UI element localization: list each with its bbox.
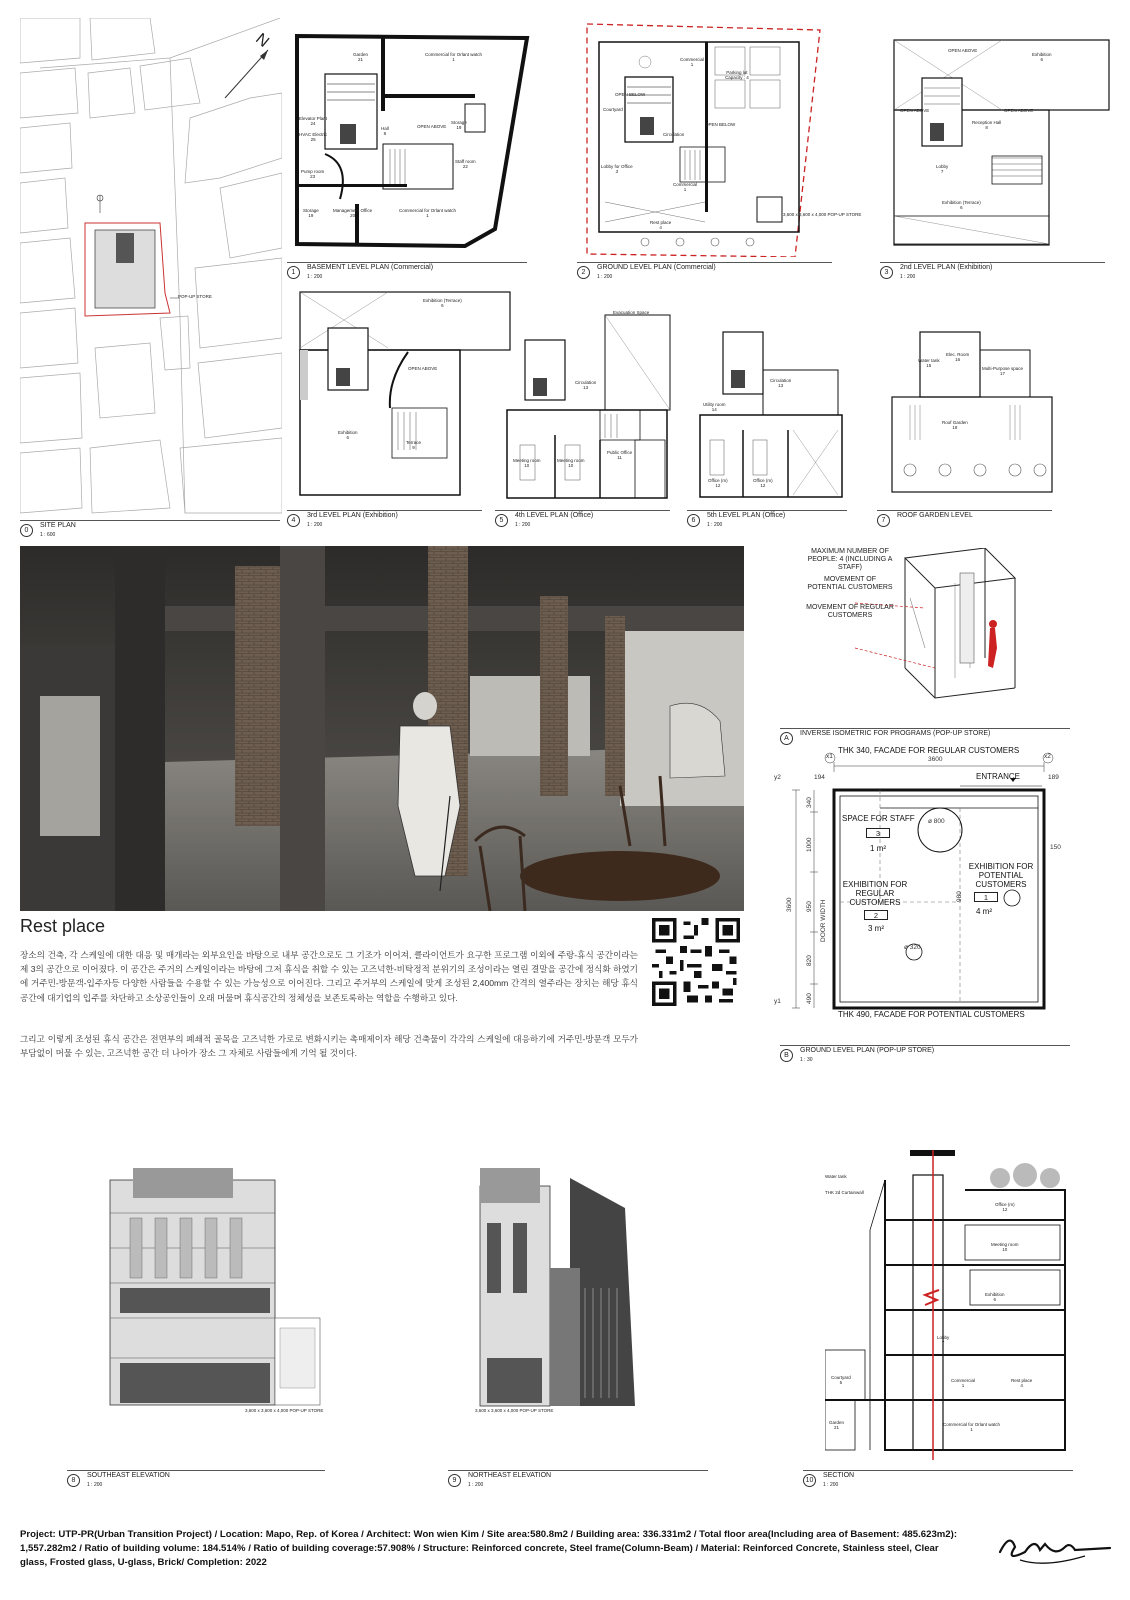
room-label: Commercial for Orlant watch 1 (399, 208, 457, 218)
caption-scale: 1 : 200 (823, 1482, 839, 1488)
section-label: Office (m) 12 (995, 1202, 1015, 1212)
room-label: Storage 19 (451, 120, 467, 130)
dim-820: 820 (806, 955, 813, 966)
room-label: Public Office 11 (607, 450, 633, 460)
caption-title: ROOF GARDEN LEVEL (897, 512, 973, 519)
section-label: Courtyard 5 (831, 1375, 851, 1385)
grid-y1: y1 (774, 998, 781, 1005)
caption-title: 5th LEVEL PLAN (Office) (707, 512, 786, 519)
popup-plan (774, 746, 1080, 1042)
entrance-label: ENTRANCE (976, 772, 1021, 781)
space-staff-name: SPACE FOR STAFF (842, 814, 915, 823)
section-caption (803, 1470, 1073, 1492)
southeast-elevation (95, 1168, 335, 1413)
caption-scale: 1 : 200 (597, 274, 613, 280)
caption-number: 1 (287, 266, 300, 279)
height-dimension: 3600 (786, 897, 793, 912)
space-potential-num: 1 (974, 892, 998, 902)
room-label: Meeting room 10 (513, 458, 541, 468)
qr-code-graphic (652, 918, 740, 1006)
circle-large-dim: ø 800 (928, 818, 945, 825)
caption-number: 7 (877, 514, 890, 527)
northeast-elevation-caption (448, 1470, 708, 1492)
qr-code[interactable] (652, 918, 740, 1006)
room-label: OPEN BELOW (615, 92, 646, 97)
room-label: Elec. Room 16 (946, 352, 970, 362)
bottom-facade-note: THK 490, FACADE FOR POTENTIAL CUSTOMERS (838, 1010, 1025, 1019)
room-label: Rest place 4 (650, 220, 672, 230)
caption-title: BASEMENT LEVEL PLAN (Commercial) (307, 264, 434, 271)
dim-1000: 1000 (806, 837, 813, 852)
room-label: OPEN ABOVE (408, 366, 438, 371)
max-people-label: MAXIMUM NUMBER OF PEOPLE: 4 (INCLUDING A STAFF) (807, 548, 893, 571)
dim-150: 150 (1050, 844, 1061, 851)
space-regular-num: 2 (864, 910, 888, 920)
caption-scale: 1 : 200 (87, 1482, 103, 1488)
dim-950: 950 (806, 901, 813, 912)
room-label: Roof Garden 18 (942, 420, 968, 430)
room-label: Garden 21 (353, 52, 369, 62)
level5-plan-caption (687, 510, 847, 532)
level4-plan-caption (495, 510, 670, 532)
caption-number: 4 (287, 514, 300, 527)
width-dimension: 3600 (928, 756, 943, 763)
room-label: Reception Hall 8 (972, 120, 1002, 130)
caption-number: 9 (448, 1474, 461, 1487)
room-label: HVAC Electric 25 (299, 132, 328, 142)
caption-number: 10 (803, 1474, 816, 1487)
elevation-popup-tag: 3,600 x 3,600 x 4,000 POP-UP STORE (245, 1408, 324, 1413)
description-paragraph-1: 장소의 건축, 각 스케일에 대한 대응 및 매개라는 외부요인을 바탕으로 내부 공간으로도 그 기조가 이어져, 클라이언트가 요구한 프로그램 이외에 주랑-휴식 공간이라는 제 3의 공간으로 이어졌다. 이 공간은 주거의 스케일이라는 바탕에 그저 휴식을 취할 수 있는 고즈넉한-비탁정적 분위기의 조성이라는 열린 결말을 공간에 정식화 하였기에 거주민-방문객-입주자등 다양한 사람들을 수용할 수 있는 가능성으로 이어진다. 그리고 주거부의 스케일에 맞게 조성된 2,400mm 간격의 열주라는 장치는 해당 휴식공간에 대기업의 입주를 차단하고 소상공인들이 오래 머물며 휴식공간의 정체성을 보존토록하는 역할을 수행하고 있다. (20, 950, 638, 1003)
dim-340: 340 (806, 797, 813, 808)
caption-scale: 1 : 600 (40, 532, 56, 538)
rest-place-rendering (20, 546, 744, 911)
room-label: Courtyard (603, 107, 623, 112)
door-width-label: DOOR WIDTH (820, 899, 827, 942)
room-label: Hall 8 (381, 126, 389, 136)
space-potential-area: 4 m² (976, 907, 992, 916)
caption-title: GROUND LEVEL PLAN (Commercial) (597, 264, 716, 271)
room-label: Management Office 20 (333, 208, 373, 218)
top-facade-note: THK 340, FACADE FOR REGULAR CUSTOMERS (838, 746, 1020, 755)
room-label: Lobby 7 (936, 164, 949, 174)
room-label: Exhibition 6 (338, 430, 358, 440)
dim-980: 980 (956, 891, 963, 902)
room-label: Circulation 13 (575, 380, 597, 390)
ground-plan-caption (577, 262, 832, 284)
level5-plan (698, 330, 848, 500)
room-label: Utility room 14 (703, 402, 726, 412)
grid-x2: x2 (1044, 753, 1051, 760)
roof-plan (890, 330, 1055, 500)
level2-plan (892, 38, 1112, 248)
caption-scale: 1 : 200 (707, 522, 723, 528)
room-label: Exhibition 6 (1032, 52, 1052, 62)
section-label: Meeting room 10 (991, 1242, 1019, 1252)
project-info-footer: Project: UTP-PR(Urban Transition Project) / Location: Mapo, Rep. of Korea / Architect: Won wien Kim / Site area:580.8m2 / Building area: 336.331m2 / Total floor area(Including area of Basement: 485.623m2): 1,557.282m2 / Ratio of building volume: 184.514% / Ratio of building coverage:57.908% / Structure: Reinforced concrete, Steel frame(Column-Beam) / Material: Reinforced Concrete, Stainless steel, Clear glass, Frosted glass, U-glass, Brick/ Completion: 2022 (20, 1529, 958, 1568)
potential-customers-label: MOVEMENT OF POTENTIAL CUSTOMERS (807, 576, 893, 591)
popup-isometric (785, 548, 1055, 718)
caption-scale: 1 : 200 (468, 1482, 484, 1488)
basement-plan (295, 34, 530, 249)
room-label: Elevator Plant 24 (299, 116, 328, 126)
dim-490: 490 (806, 993, 813, 1004)
caption-title: GROUND LEVEL PLAN (POP-UP STORE) (800, 1047, 935, 1054)
caption-number: 6 (687, 514, 700, 527)
section-label: THK 2d Curtainwall (825, 1190, 864, 1195)
room-label: Office (m) 12 (708, 478, 728, 488)
caption-title: 2nd LEVEL PLAN (Exhibition) (900, 264, 993, 271)
space-regular-name: EXHIBITION FOR REGULAR CUSTOMERS (842, 880, 908, 907)
caption-title: SOUTHEAST ELEVATION (87, 1472, 170, 1479)
caption-number: B (780, 1049, 793, 1062)
space-potential-name: EXHIBITION FOR POTENTIAL CUSTOMERS (968, 862, 1034, 889)
section-label: Rest place 4 (1011, 1378, 1033, 1388)
section-label: Lobby 7 (937, 1335, 950, 1345)
room-label: Exhibition (Terrace) 6 (942, 200, 981, 210)
caption-number: 5 (495, 514, 508, 527)
caption-number: 8 (67, 1474, 80, 1487)
level2-plan-caption (880, 262, 1105, 284)
caption-title: SITE PLAN (40, 522, 76, 529)
caption-title: NORTHEAST ELEVATION (468, 1472, 552, 1479)
circle-small-dim: ø 320 (904, 944, 921, 951)
room-label: OPEN ABOVE (1004, 108, 1034, 113)
caption-title: 3rd LEVEL PLAN (Exhibition) (307, 512, 398, 519)
caption-number: 3 (880, 266, 893, 279)
dim-right-top: 189 (1048, 774, 1059, 781)
caption-title: INVERSE ISOMETRIC FOR PROGRAMS (POP-UP STORE) (800, 730, 991, 737)
north-label: N (252, 30, 272, 51)
room-label: OPEN BELOW (705, 122, 736, 127)
grid-y2: y2 (774, 774, 781, 781)
section-label: Commercial for Orlant watch 1 (943, 1422, 1001, 1432)
room-label: Parking lot Capacity : 4 (725, 70, 749, 80)
description-paragraph-2: 그리고 이렇게 조성된 휴식 공간은 전면부의 폐쇄적 골목을 고즈넉한 가로로 변화시키는 촉매제이자 해당 건축물이 각각의 스케일에 대응하기에 거주민-방문객 모두가 부담없이 머물 수 있는, 고즈넉한 공간 더 나아가 장소 그 자체로 사람들에게 기억 될 것이다. (20, 1034, 638, 1059)
caption-scale: 1 : 200 (307, 274, 323, 280)
site-plan-caption (20, 520, 280, 542)
room-label: Commercial 1 (673, 182, 698, 192)
room-label: Pump room 23 (301, 169, 325, 179)
room-label: Meeting room 10 (557, 458, 585, 468)
architect-signature (995, 1522, 1115, 1572)
room-label: Lobby for Office 3 (601, 164, 633, 174)
caption-number: 2 (577, 266, 590, 279)
elevation-popup-tag: 3,600 x 3,600 x 4,000 POP-UP STORE (475, 1408, 554, 1413)
level3-plan (298, 290, 513, 498)
caption-title: SECTION (823, 1472, 855, 1479)
section-label: Water tank (825, 1174, 847, 1179)
site-popup-tag: POP-UP STORE (178, 294, 212, 299)
northeast-elevation (475, 1168, 675, 1413)
room-label: Circulation 13 (770, 378, 792, 388)
room-label: Storage 19 (303, 208, 319, 218)
room-label: Evacuation Space (613, 310, 650, 315)
room-label: Water tank 15 (918, 358, 940, 368)
space-staff-area: 1 m² (870, 844, 886, 853)
caption-number: A (780, 732, 793, 745)
section-title: Rest place (20, 916, 106, 936)
section-label: Commercial 1 (951, 1378, 976, 1388)
room-label: Circulation (663, 132, 685, 137)
caption-scale: 1 : 200 (307, 522, 323, 528)
level3-plan-caption (287, 510, 482, 532)
roof-plan-caption (877, 510, 1052, 532)
basement-plan-caption (287, 262, 527, 284)
section-label: Exhibition 6 (985, 1292, 1005, 1302)
grid-x1: x1 (826, 753, 833, 760)
caption-number: 0 (20, 524, 33, 537)
dim-left-top: 194 (814, 774, 825, 781)
room-label: Multi-Purpose space 17 (982, 366, 1024, 376)
popup-plan-caption (780, 1045, 1070, 1067)
room-label: Terrace 9 (406, 440, 422, 450)
section-label: Garden 21 (829, 1420, 845, 1430)
ground-plan (585, 22, 862, 257)
level4-plan (505, 310, 675, 500)
room-label: OPEN ABOVE (948, 48, 978, 53)
room-label: Exhibition (Terrace) 6 (423, 298, 462, 308)
room-label: Commercial 1 (680, 57, 705, 67)
north-arrow (220, 30, 280, 100)
room-label: OPEN ABOVE (417, 124, 447, 129)
popup-store-tag: 3,600 x 3,600 x 4,000 POP-UP STORE (783, 212, 862, 217)
caption-scale: 1 : 200 (900, 274, 916, 280)
caption-title: 4th LEVEL PLAN (Office) (515, 512, 594, 519)
space-staff-num: 3 (866, 828, 890, 838)
caption-scale: 1 : 200 (515, 522, 531, 528)
space-regular-area: 3 m² (868, 924, 884, 933)
room-label: Office (m) 12 (753, 478, 773, 488)
section-drawing (825, 1150, 1075, 1460)
room-label: OPEN ABOVE (900, 108, 930, 113)
room-label: Commercial for Orlant watch 1 (425, 52, 483, 62)
southeast-elevation-caption (67, 1470, 325, 1492)
caption-scale: 1 : 30 (800, 1057, 813, 1063)
regular-customers-label: MOVEMENT OF REGULAR CUSTOMERS (806, 604, 894, 619)
room-label: Staff room 22 (455, 159, 476, 169)
